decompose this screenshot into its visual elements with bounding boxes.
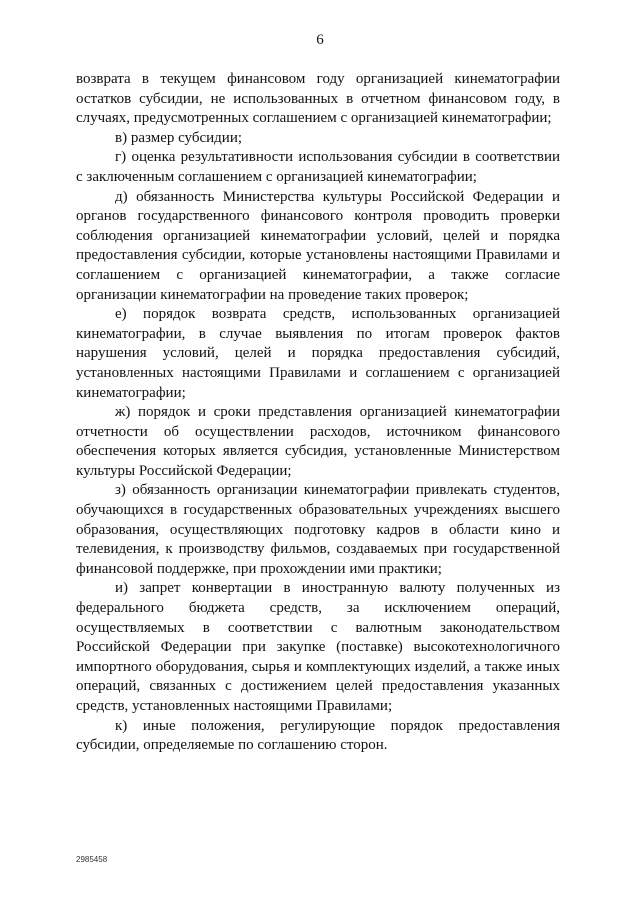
paragraph-item-v: в) размер субсидии; (115, 129, 243, 146)
paragraph-item-i: и) запрет конвертации в иностранную валюту полученных из федерального бюджета средств, за исключением операций, осуществляемых в соответствии с валютным законодательством Российской Федерации при закупке (поставке) высокотехнологичного импортного оборудования, сырья и комплектующих изделий, а также иных операций, связанных с достижением целей предоставления указанных средств, установленных настоящими Правилами; (76, 580, 560, 714)
page-number: 6 (316, 32, 324, 48)
paragraph-item-g: г) оценка результативности использования субсидии в соответствии с заключенным соглашением с организацией кинематографии; (76, 149, 560, 185)
paragraph-item-zh: ж) порядок и сроки представления организацией кинематографии отчетности об осуществлении расходов, источником финансового обеспечения которых является субсидия, установленные Министерством культуры Российской Федерации; (76, 404, 560, 479)
paragraph-item-d: д) обязанность Министерства культуры Российской Федерации и органов государственного финансового контроля проводить проверки соблюдения организацией кинематографии условий, целей и порядка предоставления субсидии, которые установлены настоящими Правилами и соглашением с организацией кинематографии, а также согласие организации кинематографии на проведение таких проверок; (76, 188, 560, 303)
paragraph-continuation: возврата в текущем финансовом году организацией кинематографии остатков субсидии, не использованных в отчетном финансовом году, в случаях, предусмотренных соглашением с организацией кинематографии; (76, 71, 560, 127)
document-code: 2985458 (76, 855, 108, 864)
paragraph-item-e: е) порядок возврата средств, использованных организацией кинематографии, в случае выявления по итогам проверок фактов нарушения условий, целей и порядка предоставления субсидий, установленных настоящими Правилами и соглашением с организацией кинематографии; (76, 306, 560, 401)
paragraph-item-z: з) обязанность организации кинематографии привлекать студентов, обучающихся в государственных образовательных учреждениях высшего образования, осуществляющих подготовку кадров в области кино и телевидения, к производству фильмов, создаваемых при государственной финансовой поддержке, при прохождении ими практики; (76, 482, 560, 577)
document-body (76, 70, 560, 756)
paragraph-item-k: к) иные положения, регулирующие порядок предоставления субсидии, определяемые по соглашению сторон. (76, 717, 560, 754)
